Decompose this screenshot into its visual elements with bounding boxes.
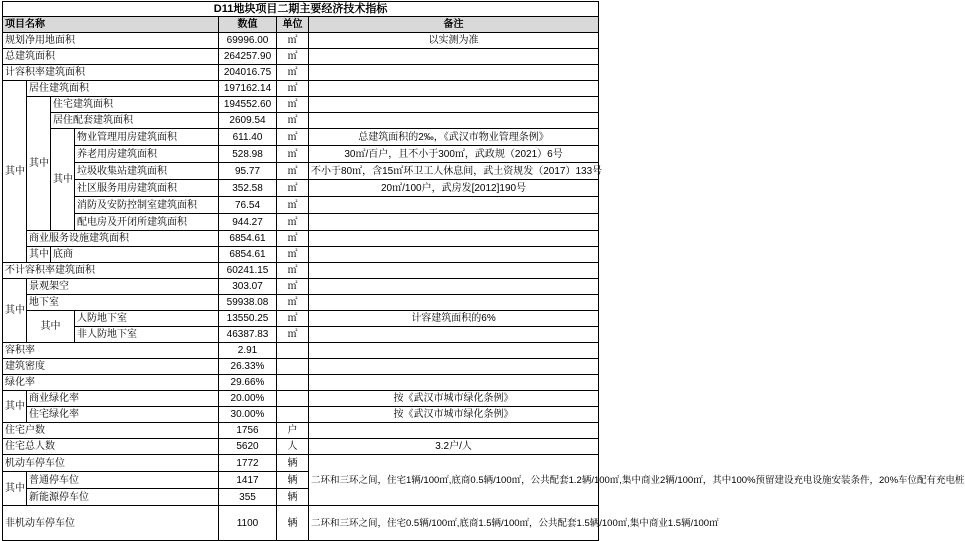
row-note xyxy=(309,375,599,391)
table-row xyxy=(3,311,599,327)
table-title: D11地块项目二期主要经济技术指标 xyxy=(3,2,599,17)
table-row xyxy=(3,197,599,214)
row-unit: ㎡ xyxy=(277,65,309,81)
row-note xyxy=(309,327,599,343)
row-name: 消防及安防控制室建筑面积 xyxy=(75,197,219,214)
row-note: 不小于80㎡，含15㎡环卫工人休息间，武土资规发（2017）133号 xyxy=(309,163,599,180)
row-unit xyxy=(277,375,309,391)
row-value: 204016.75 xyxy=(219,65,277,81)
row-note: 总建筑面积的2‰，《武汉市物业管理条例》 xyxy=(309,129,599,146)
row-name: 机动车停车位 xyxy=(3,455,219,472)
row-value: 6854.61 xyxy=(219,247,277,263)
row-note xyxy=(309,279,599,295)
table-row xyxy=(3,163,599,180)
row-name: 社区服务用房建筑面积 xyxy=(75,180,219,197)
row-unit: ㎡ xyxy=(277,146,309,163)
row-unit: ㎡ xyxy=(277,49,309,65)
row-unit: ㎡ xyxy=(277,129,309,146)
table-row xyxy=(3,439,599,455)
row-unit: ㎡ xyxy=(277,163,309,180)
group-label-qizhong: 其中 xyxy=(3,81,27,263)
table-row xyxy=(3,279,599,295)
row-unit: ㎡ xyxy=(277,81,309,97)
row-value: 944.27 xyxy=(219,214,277,231)
row-unit: 户 xyxy=(277,423,309,439)
title-row xyxy=(3,2,599,17)
table-row xyxy=(3,231,599,247)
row-note: 30㎡/百户，且不小于300㎡，武政规（2021）6号 xyxy=(309,146,599,163)
row-name: 普通停车位 xyxy=(27,472,219,489)
table-row xyxy=(3,343,599,359)
row-value: 303.07 xyxy=(219,279,277,295)
header-value: 数值 xyxy=(219,17,277,33)
row-unit: ㎡ xyxy=(277,180,309,197)
row-unit xyxy=(277,359,309,375)
row-name: 住宅户数 xyxy=(3,423,219,439)
row-unit xyxy=(277,391,309,407)
row-note: 3.2户/人 xyxy=(309,439,599,455)
row-unit: ㎡ xyxy=(277,214,309,231)
table-row xyxy=(3,49,599,65)
group-label-qizhong: 其中 xyxy=(3,279,27,343)
row-value: 611.40 xyxy=(219,129,277,146)
row-name: 非机动车停车位 xyxy=(3,506,219,541)
row-name: 商业绿化率 xyxy=(27,391,219,407)
table-row xyxy=(3,33,599,49)
table-row xyxy=(3,407,599,423)
row-unit xyxy=(277,343,309,359)
row-name: 住宅绿化率 xyxy=(27,407,219,423)
header-name: 项目名称 xyxy=(3,17,219,33)
row-name: 建筑密度 xyxy=(3,359,219,375)
row-name: 养老用房建筑面积 xyxy=(75,146,219,163)
row-name: 垃圾收集站建筑面积 xyxy=(75,163,219,180)
row-value: 194552.60 xyxy=(219,97,277,113)
row-unit: ㎡ xyxy=(277,197,309,214)
row-value: 13550.25 xyxy=(219,311,277,327)
row-value: 20.00% xyxy=(219,391,277,407)
row-note xyxy=(309,65,599,81)
row-name: 景观架空 xyxy=(27,279,219,295)
table-row xyxy=(3,391,599,407)
row-note: 按《武汉市城市绿化条例》 xyxy=(309,391,599,407)
row-value: 46387.83 xyxy=(219,327,277,343)
row-value: 352.58 xyxy=(219,180,277,197)
row-value: 2.91 xyxy=(219,343,277,359)
row-value: 95.77 xyxy=(219,163,277,180)
row-note xyxy=(309,81,599,97)
header-note: 备注 xyxy=(309,17,599,33)
table-row xyxy=(3,65,599,81)
row-value: 197162.14 xyxy=(219,81,277,97)
row-note: 二环和三环之间，住宅0.5辆/100㎡,底商1.5辆/100㎡，公共配套1.5辆/100㎡,集中商业1.5辆/100㎡ xyxy=(309,506,599,541)
row-name: 计容积率建筑面积 xyxy=(3,65,219,81)
row-unit: ㎡ xyxy=(277,327,309,343)
row-value: 60241.15 xyxy=(219,263,277,279)
row-value: 6854.61 xyxy=(219,231,277,247)
row-name: 居住建筑面积 xyxy=(27,81,219,97)
row-name: 新能源停车位 xyxy=(27,489,219,506)
row-value: 1100 xyxy=(219,506,277,541)
row-note: 以实测为准 xyxy=(309,33,599,49)
row-name: 住宅建筑面积 xyxy=(51,97,219,113)
row-note xyxy=(309,343,599,359)
row-name: 非人防地下室 xyxy=(75,327,219,343)
row-value: 1417 xyxy=(219,472,277,489)
row-value: 30.00% xyxy=(219,407,277,423)
row-name: 规划净用地面积 xyxy=(3,33,219,49)
row-note xyxy=(309,214,599,231)
table-row xyxy=(3,247,599,263)
row-value: 29.66% xyxy=(219,375,277,391)
row-name: 配电房及开闭所建筑面积 xyxy=(75,214,219,231)
row-value: 2609.54 xyxy=(219,113,277,129)
group-label-qizhong: 其中 xyxy=(27,247,51,263)
row-value: 264257.90 xyxy=(219,49,277,65)
row-note xyxy=(309,423,599,439)
row-unit: 辆 xyxy=(277,455,309,472)
row-note xyxy=(309,263,599,279)
row-value: 355 xyxy=(219,489,277,506)
table-row xyxy=(3,180,599,197)
row-unit: ㎡ xyxy=(277,113,309,129)
row-name: 居住配套建筑面积 xyxy=(51,113,219,129)
row-name: 总建筑面积 xyxy=(3,49,219,65)
header-row xyxy=(3,17,599,33)
row-unit: ㎡ xyxy=(277,279,309,295)
table-row xyxy=(3,455,599,472)
table-row xyxy=(3,423,599,439)
row-name: 物业管理用房建筑面积 xyxy=(75,129,219,146)
row-unit: ㎡ xyxy=(277,295,309,311)
row-unit: 辆 xyxy=(277,489,309,506)
table-row xyxy=(3,113,599,129)
row-unit: 辆 xyxy=(277,506,309,541)
row-note: 按《武汉市城市绿化条例》 xyxy=(309,407,599,423)
group-label-qizhong: 其中 xyxy=(3,472,27,506)
row-unit: ㎡ xyxy=(277,263,309,279)
row-unit: ㎡ xyxy=(277,311,309,327)
table-row xyxy=(3,129,599,146)
table-row xyxy=(3,146,599,163)
row-note xyxy=(309,197,599,214)
row-value: 59938.08 xyxy=(219,295,277,311)
row-note: 20㎡/100户，武房发[2012]190号 xyxy=(309,180,599,197)
row-note xyxy=(309,113,599,129)
row-unit: ㎡ xyxy=(277,97,309,113)
table-row xyxy=(3,327,599,343)
indicator-table xyxy=(2,1,965,541)
table-row xyxy=(3,97,599,113)
table-row xyxy=(3,375,599,391)
row-name: 容积率 xyxy=(3,343,219,359)
row-note xyxy=(309,359,599,375)
row-value: 528.98 xyxy=(219,146,277,163)
row-note xyxy=(309,49,599,65)
row-value: 1772 xyxy=(219,455,277,472)
row-unit: ㎡ xyxy=(277,33,309,49)
group-label-qizhong: 其中 xyxy=(3,391,27,423)
row-note xyxy=(309,247,599,263)
row-unit: 人 xyxy=(277,439,309,455)
row-unit xyxy=(277,407,309,423)
group-label-qizhong: 其中 xyxy=(27,97,51,231)
row-name: 住宅总人数 xyxy=(3,439,219,455)
row-value: 76.54 xyxy=(219,197,277,214)
row-value: 69996.00 xyxy=(219,33,277,49)
row-unit: ㎡ xyxy=(277,231,309,247)
row-value: 1756 xyxy=(219,423,277,439)
row-note xyxy=(309,97,599,113)
row-note xyxy=(309,231,599,247)
row-unit: 辆 xyxy=(277,472,309,489)
row-note xyxy=(309,295,599,311)
table-row xyxy=(3,359,599,375)
header-unit: 单位 xyxy=(277,17,309,33)
row-value: 26.33% xyxy=(219,359,277,375)
row-name: 绿化率 xyxy=(3,375,219,391)
row-name: 底商 xyxy=(51,247,219,263)
row-unit: ㎡ xyxy=(277,247,309,263)
table-row xyxy=(3,295,599,311)
row-name: 不计容积率建筑面积 xyxy=(3,263,219,279)
table-row xyxy=(3,263,599,279)
row-name: 商业服务设施建筑面积 xyxy=(27,231,219,247)
row-note: 二环和三环之间，住宅1辆/100㎡,底商0.5辆/100㎡，公共配套1.2辆/100㎡,集中商业2辆/100㎡，其中100%预留建设充电设施安装条件，20%车位配有充电桩 xyxy=(309,455,599,506)
row-note: 计容建筑面积的6% xyxy=(309,311,599,327)
table-row xyxy=(3,214,599,231)
group-label-qizhong: 其中 xyxy=(51,129,75,231)
table-row xyxy=(3,506,599,541)
table-row xyxy=(3,81,599,97)
row-name: 地下室 xyxy=(27,295,219,311)
row-name: 人防地下室 xyxy=(75,311,219,327)
group-label-qizhong: 其中 xyxy=(27,311,75,343)
row-value: 5620 xyxy=(219,439,277,455)
